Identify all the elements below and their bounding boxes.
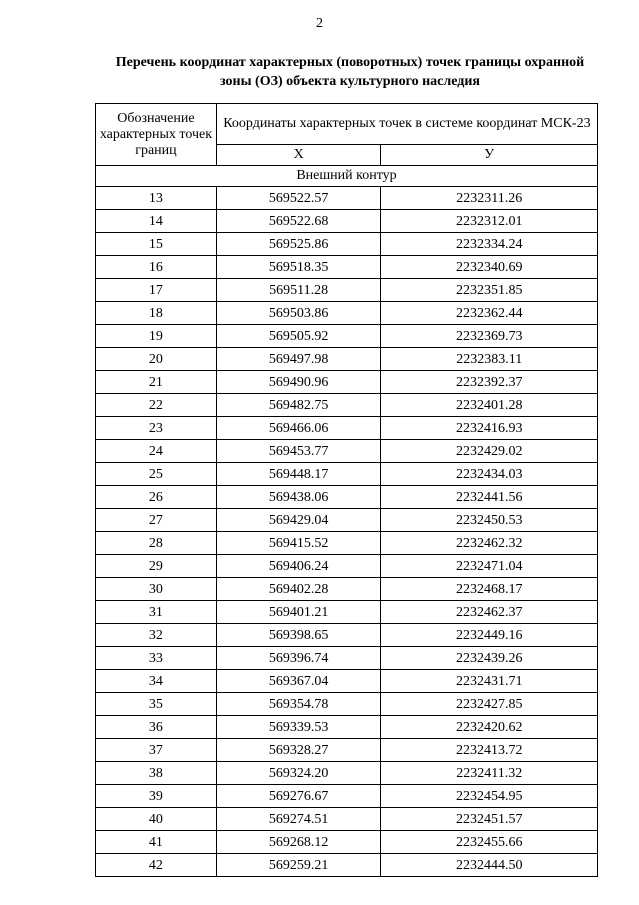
header-coordinates: Координаты характерных точек в системе координат МСК-23: [216, 104, 597, 145]
point-number-cell: 30: [96, 578, 217, 601]
x-coordinate-cell: 569367.04: [216, 670, 381, 693]
y-coordinate-cell: 2232462.32: [381, 532, 598, 555]
y-coordinate-cell: 2232455.66: [381, 831, 598, 854]
contour-label: Внешний контур: [96, 166, 598, 187]
point-number-cell: 36: [96, 716, 217, 739]
table-row: [96, 716, 598, 739]
point-number-cell: 20: [96, 348, 217, 371]
table-row: [96, 187, 598, 210]
table-row: [96, 302, 598, 325]
y-coordinate-cell: 2232420.62: [381, 716, 598, 739]
point-number-cell: 24: [96, 440, 217, 463]
point-number-cell: 26: [96, 486, 217, 509]
table-row: [96, 440, 598, 463]
table-row: [96, 831, 598, 854]
y-coordinate-cell: 2232462.37: [381, 601, 598, 624]
y-coordinate-cell: 2232413.72: [381, 739, 598, 762]
point-number-cell: 14: [96, 210, 217, 233]
x-coordinate-cell: 569328.27: [216, 739, 381, 762]
table-row: [96, 693, 598, 716]
y-coordinate-cell: 2232451.57: [381, 808, 598, 831]
y-coordinate-cell: 2232340.69: [381, 256, 598, 279]
point-number-cell: 40: [96, 808, 217, 831]
y-coordinate-cell: 2232401.28: [381, 394, 598, 417]
document-title: [80, 53, 620, 91]
y-coordinate-cell: 2232392.37: [381, 371, 598, 394]
point-number-cell: 39: [96, 785, 217, 808]
table-row: [96, 601, 598, 624]
x-coordinate-cell: 569466.06: [216, 417, 381, 440]
point-number-cell: 16: [96, 256, 217, 279]
point-number-cell: 38: [96, 762, 217, 785]
y-coordinate-cell: 2232434.03: [381, 463, 598, 486]
y-coordinate-cell: 2232454.95: [381, 785, 598, 808]
header-y: У: [381, 145, 598, 166]
point-number-cell: 32: [96, 624, 217, 647]
table-row: [96, 785, 598, 808]
point-number-cell: 34: [96, 670, 217, 693]
table-row: [96, 555, 598, 578]
x-coordinate-cell: 569402.28: [216, 578, 381, 601]
table-row: [96, 762, 598, 785]
table-row: [96, 417, 598, 440]
y-coordinate-cell: 2232471.04: [381, 555, 598, 578]
x-coordinate-cell: 569525.86: [216, 233, 381, 256]
table-row: [96, 670, 598, 693]
header-x: Х: [216, 145, 381, 166]
y-coordinate-cell: 2232450.53: [381, 509, 598, 532]
table-row: [96, 233, 598, 256]
header-point-designation: Обозначение характерных точек границ: [96, 104, 217, 166]
y-coordinate-cell: 2232427.85: [381, 693, 598, 716]
x-coordinate-cell: 569415.52: [216, 532, 381, 555]
y-coordinate-cell: 2232369.73: [381, 325, 598, 348]
x-coordinate-cell: 569268.12: [216, 831, 381, 854]
y-coordinate-cell: 2232444.50: [381, 854, 598, 877]
x-coordinate-cell: 569503.86: [216, 302, 381, 325]
point-number-cell: 31: [96, 601, 217, 624]
x-coordinate-cell: 569438.06: [216, 486, 381, 509]
y-coordinate-cell: 2232411.32: [381, 762, 598, 785]
y-coordinate-cell: 2232431.71: [381, 670, 598, 693]
y-coordinate-cell: 2232383.11: [381, 348, 598, 371]
point-number-cell: 15: [96, 233, 217, 256]
x-coordinate-cell: 569522.57: [216, 187, 381, 210]
x-coordinate-cell: 569505.92: [216, 325, 381, 348]
point-number-cell: 13: [96, 187, 217, 210]
x-coordinate-cell: 569453.77: [216, 440, 381, 463]
x-coordinate-cell: 569324.20: [216, 762, 381, 785]
coordinates-table: [95, 103, 598, 877]
table-row: [96, 808, 598, 831]
y-coordinate-cell: 2232441.56: [381, 486, 598, 509]
point-number-cell: 27: [96, 509, 217, 532]
x-coordinate-cell: 569406.24: [216, 555, 381, 578]
point-number-cell: 25: [96, 463, 217, 486]
title-line-2: зоны (ОЗ) объекта культурного наследия: [220, 74, 480, 89]
x-coordinate-cell: 569398.65: [216, 624, 381, 647]
table-row: [96, 854, 598, 877]
x-coordinate-cell: 569396.74: [216, 647, 381, 670]
point-number-cell: 35: [96, 693, 217, 716]
table-row: [96, 578, 598, 601]
table-row: [96, 509, 598, 532]
table-row: [96, 647, 598, 670]
table-row: [96, 279, 598, 302]
table-row: [96, 532, 598, 555]
y-coordinate-cell: 2232311.26: [381, 187, 598, 210]
x-coordinate-cell: 569401.21: [216, 601, 381, 624]
y-coordinate-cell: 2232362.44: [381, 302, 598, 325]
table-row: [96, 256, 598, 279]
table-row: [96, 210, 598, 233]
x-coordinate-cell: 569429.04: [216, 509, 381, 532]
point-number-cell: 17: [96, 279, 217, 302]
point-number-cell: 19: [96, 325, 217, 348]
x-coordinate-cell: 569490.96: [216, 371, 381, 394]
x-coordinate-cell: 569448.17: [216, 463, 381, 486]
point-number-cell: 29: [96, 555, 217, 578]
point-number-cell: 21: [96, 371, 217, 394]
y-coordinate-cell: 2232416.93: [381, 417, 598, 440]
x-coordinate-cell: 569497.98: [216, 348, 381, 371]
y-coordinate-cell: 2232439.26: [381, 647, 598, 670]
point-number-cell: 22: [96, 394, 217, 417]
y-coordinate-cell: 2232449.16: [381, 624, 598, 647]
x-coordinate-cell: 569354.78: [216, 693, 381, 716]
table-row: [96, 394, 598, 417]
x-coordinate-cell: 569276.67: [216, 785, 381, 808]
table-row: [96, 739, 598, 762]
point-number-cell: 23: [96, 417, 217, 440]
x-coordinate-cell: 569259.21: [216, 854, 381, 877]
y-coordinate-cell: 2232312.01: [381, 210, 598, 233]
x-coordinate-cell: 569511.28: [216, 279, 381, 302]
point-number-cell: 33: [96, 647, 217, 670]
y-coordinate-cell: 2232351.85: [381, 279, 598, 302]
contour-row: [96, 166, 598, 187]
page-number: 2: [316, 16, 323, 31]
x-coordinate-cell: 569522.68: [216, 210, 381, 233]
x-coordinate-cell: 569482.75: [216, 394, 381, 417]
y-coordinate-cell: 2232468.17: [381, 578, 598, 601]
table-row: [96, 325, 598, 348]
point-number-cell: 28: [96, 532, 217, 555]
point-number-cell: 18: [96, 302, 217, 325]
point-number-cell: 41: [96, 831, 217, 854]
table-row: [96, 624, 598, 647]
title-line-1: Перечень координат характерных (поворотных) точек границы охранной: [115, 55, 585, 70]
x-coordinate-cell: 569274.51: [216, 808, 381, 831]
table-row: [96, 486, 598, 509]
x-coordinate-cell: 569518.35: [216, 256, 381, 279]
table-row: [96, 371, 598, 394]
table-row: [96, 348, 598, 371]
x-coordinate-cell: 569339.53: [216, 716, 381, 739]
y-coordinate-cell: 2232334.24: [381, 233, 598, 256]
table-row: [96, 463, 598, 486]
point-number-cell: 42: [96, 854, 217, 877]
y-coordinate-cell: 2232429.02: [381, 440, 598, 463]
point-number-cell: 37: [96, 739, 217, 762]
